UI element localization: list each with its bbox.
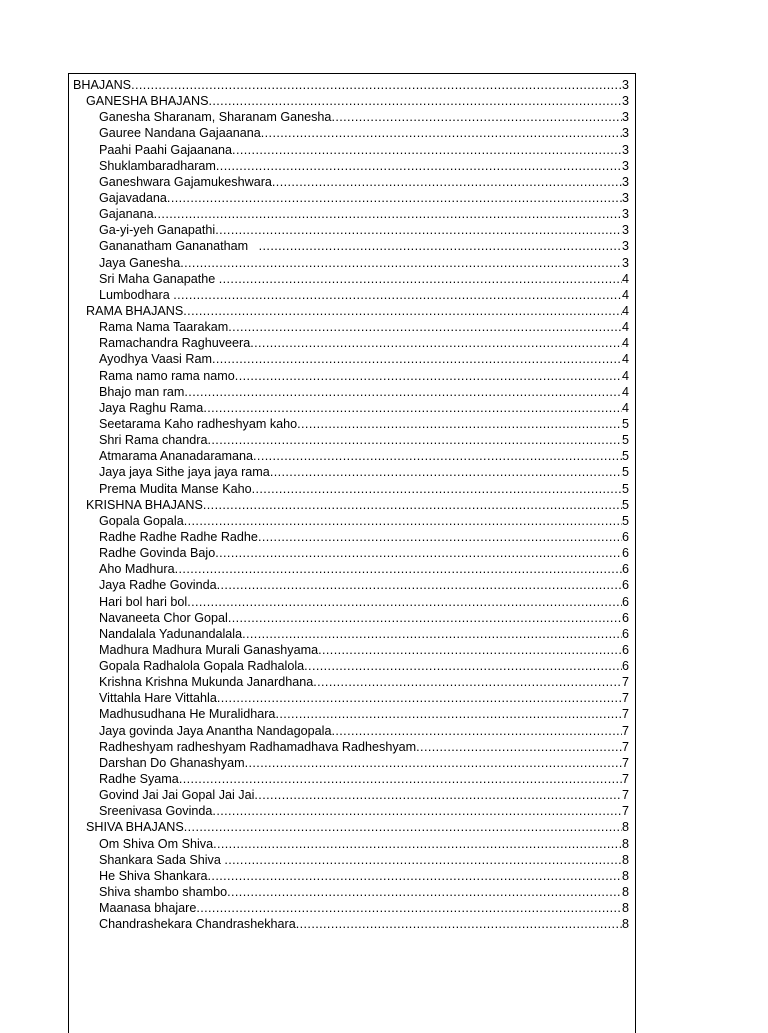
toc-entry-title: Jaya Ganesha [99,255,181,270]
toc-entry-title: Bhajo man ram [99,384,185,399]
toc-entry[interactable] [69,836,635,852]
toc-page-number: 8 [621,820,629,835]
toc-entry[interactable] [69,852,635,868]
toc-dot-leader [228,319,622,335]
toc-page-number: 4 [621,384,629,399]
toc-entry[interactable] [69,690,635,706]
toc-page-number: 6 [621,529,629,544]
toc-page-number: 8 [621,852,629,867]
toc-page-number: 7 [621,804,629,819]
toc-entry-title: Nandalala Yadunandalala [99,626,243,641]
toc-entry[interactable] [69,222,635,238]
toc-entry-title: Gopala Radhalola Gopala Radhalola [99,659,305,674]
toc-dot-leader [275,706,622,722]
toc-entry[interactable] [69,384,635,400]
toc-dot-leader [297,416,622,432]
toc-page-number: 8 [621,836,629,851]
toc-dot-leader [261,125,622,141]
toc-page-number: 5 [621,433,629,448]
toc-dot-leader [254,787,622,803]
toc-page-number: 7 [621,772,629,787]
toc-entry-title: KRISHNA BHAJANS [86,497,203,512]
toc-dot-leader [208,93,622,109]
toc-dot-leader [213,836,622,852]
toc-entry-title: Gajavadana [99,190,167,205]
toc-dot-leader [252,481,622,497]
toc-entry-title: Gopala Gopala [99,513,184,528]
toc-entry-title: Shiva shambo shambo [99,885,228,900]
toc-dot-leader [173,287,622,303]
toc-entry[interactable] [69,142,635,158]
toc-entry-title: Krishna Krishna Mukunda Janardhana [99,675,314,690]
toc-page-number: 4 [621,320,629,335]
toc-page-number: 7 [621,723,629,738]
toc-entry-title: BHAJANS [73,78,132,92]
toc-page-number: 4 [621,271,629,286]
toc-dot-leader [296,916,622,932]
toc-dot-leader [184,513,622,529]
toc-page-number: 3 [621,207,629,222]
toc-dot-leader [318,642,622,658]
toc-page-number: 3 [621,78,629,92]
toc-dot-leader [253,448,622,464]
toc-dot-leader [131,77,622,93]
toc-section-entry[interactable] [69,497,635,513]
toc-entry-title: Rama Nama Taarakam [99,320,229,335]
toc-page-number: 3 [621,142,629,157]
toc-entry-title: Gajanana [99,207,154,222]
toc-dot-leader [331,723,622,739]
toc-dot-leader [216,158,622,174]
toc-dot-leader [259,238,622,254]
toc-section-entry[interactable] [69,93,635,109]
toc-entry[interactable] [69,464,635,480]
toc-page-number: 8 [621,917,629,932]
toc-page-number: 5 [621,513,629,528]
toc-dot-leader [235,368,622,384]
toc-page-number: 7 [621,691,629,706]
toc-page-number: 5 [621,465,629,480]
toc-page-number: 7 [621,707,629,722]
toc-entry-title: Prema Mudita Manse Kaho [99,481,252,496]
table-of-contents [68,73,636,1033]
toc-entry[interactable] [69,577,635,593]
toc-entry[interactable] [69,626,635,642]
toc-entry-title: Jaya govinda Jaya Anantha Nandagopala [99,723,332,738]
toc-page-number: 4 [621,336,629,351]
toc-page-number: 7 [621,788,629,803]
toc-entry-title: Gauree Nandana Gajaanana [99,126,261,141]
toc-entry[interactable] [69,174,635,190]
toc-dot-leader [187,594,622,610]
toc-entry[interactable] [69,255,635,271]
toc-page-number: 6 [621,578,629,593]
toc-entry-title: Vittahla Hare Vittahla [99,691,217,706]
toc-list [69,77,635,932]
toc-entry-title: Radhe Radhe Radhe Radhe [99,529,258,544]
toc-entry[interactable] [69,319,635,335]
toc-entry-title: Rama namo rama namo [99,368,235,383]
toc-entry-title: GANESHA BHAJANS [86,94,209,109]
toc-dot-leader [196,900,622,916]
toc-entry[interactable] [69,351,635,367]
toc-page-number: 5 [621,416,629,431]
toc-entry[interactable] [69,916,635,932]
toc-page-number: 8 [621,901,629,916]
toc-page-number: 7 [621,739,629,754]
toc-dot-leader [313,674,622,690]
toc-entry-title: Radheshyam radheshyam Radhamadhava Radheshyam [99,739,417,754]
toc-entry[interactable] [69,900,635,916]
toc-page-number: 3 [621,94,629,109]
toc-entry[interactable] [69,561,635,577]
toc-entry-title: Shri Rama chandra [99,433,208,448]
toc-dot-leader [228,610,622,626]
toc-entry-title: Ayodhya Vaasi Ram [99,352,212,367]
toc-page-number: 6 [621,626,629,641]
toc-entry-title: Shankara Sada Shiva [99,852,225,867]
toc-entry-title: Navaneeta Chor Gopal [99,610,228,625]
toc-dot-leader [167,190,622,206]
toc-entry[interactable] [69,739,635,755]
toc-entry[interactable] [69,610,635,626]
toc-entry[interactable] [69,706,635,722]
toc-entry[interactable] [69,400,635,416]
toc-entry-title: Aho Madhura [99,562,175,577]
toc-page-number: 4 [621,368,629,383]
toc-entry[interactable] [69,545,635,561]
toc-entry-title: Om Shiva Om Shiva [99,836,214,851]
toc-entry[interactable] [69,658,635,674]
toc-entry-title: Atmarama Ananadaramana [99,449,254,464]
toc-page-number: 3 [621,174,629,189]
toc-entry-title: He Shiva Shankara [99,868,208,883]
toc-entry-title: Shuklambaradharam [99,158,216,173]
toc-dot-leader [154,206,622,222]
toc-entry-title: Sri Maha Ganapathe [99,271,219,286]
toc-entry[interactable] [69,642,635,658]
toc-entry[interactable] [69,884,635,900]
toc-entry-title: SHIVA BHAJANS [86,820,184,835]
toc-page-number: 5 [621,481,629,496]
toc-entry[interactable] [69,287,635,303]
toc-dot-leader [258,529,622,545]
toc-entry-title: Radhe Syama [99,772,179,787]
toc-entry-title: Jaya jaya Sithe jaya jaya rama [99,465,270,480]
toc-dot-leader [180,255,622,271]
toc-dot-leader [217,577,622,593]
toc-page-number: 6 [621,562,629,577]
toc-entry-title: Chandrashekara Chandrashekhara [99,917,296,932]
toc-section-entry[interactable] [69,819,635,835]
toc-entry[interactable] [69,771,635,787]
toc-entry[interactable] [69,432,635,448]
toc-dot-leader [184,384,622,400]
toc-page-number: 3 [621,110,629,125]
toc-entry[interactable] [69,190,635,206]
toc-dot-leader [242,626,622,642]
toc-dot-leader [203,400,622,416]
toc-dot-leader [232,142,622,158]
toc-dot-leader [184,819,622,835]
toc-dot-leader [183,303,622,319]
toc-entry-title: Jaya Radhe Govinda [99,578,217,593]
toc-entry-title: Ganeshwara Gajamukeshwara [99,174,272,189]
toc-entry[interactable] [69,803,635,819]
toc-entry[interactable] [69,368,635,384]
toc-entry[interactable] [69,238,635,254]
toc-entry-title: Hari bol hari bol [99,594,188,609]
toc-dot-leader [179,771,622,787]
toc-entry-title: Madhusudhana He Muralidhara [99,707,276,722]
toc-entry-title: Maanasa bhajare [99,901,197,916]
toc-dot-leader [175,561,622,577]
toc-dot-leader [270,464,622,480]
toc-page-number: 6 [621,642,629,657]
toc-page-number: 7 [621,675,629,690]
toc-entry-title: Govind Jai Jai Gopal Jai Jai [99,788,255,803]
toc-entry[interactable] [69,125,635,141]
toc-entry[interactable] [69,109,635,125]
toc-dot-leader [219,271,622,287]
toc-dot-leader [245,755,622,771]
toc-dot-leader [203,497,622,513]
toc-entry[interactable] [69,271,635,287]
toc-dot-leader [224,852,622,868]
toc-entry-title: Ga-yi-yeh Ganapathi [99,223,216,238]
toc-entry-title: Ganesha Sharanam, Sharanam Ganesha [99,110,332,125]
toc-dot-leader [215,545,622,561]
toc-page-number: 4 [621,303,629,318]
toc-page-number: 3 [621,255,629,270]
toc-page-number: 6 [621,546,629,561]
toc-page-number: 3 [621,126,629,141]
toc-dot-leader [208,432,622,448]
toc-top-entry[interactable] [69,77,635,93]
toc-entry-title: Sreenivasa Govinda [99,804,213,819]
toc-page-number: 4 [621,400,629,415]
toc-page-number: 3 [621,158,629,173]
toc-page-number: 7 [621,755,629,770]
toc-entry-title: Seetarama Kaho radheshyam kaho [99,416,298,431]
toc-page-number: 3 [621,223,629,238]
toc-entry[interactable] [69,868,635,884]
toc-entry[interactable] [69,529,635,545]
toc-entry[interactable] [69,206,635,222]
toc-entry-title: Madhura Madhura Murali Ganashyama [99,642,319,657]
toc-page-number: 3 [621,190,629,205]
toc-page-number: 5 [621,449,629,464]
toc-entry[interactable] [69,448,635,464]
toc-entry[interactable] [69,158,635,174]
toc-entry[interactable] [69,674,635,690]
toc-dot-leader [208,868,622,884]
toc-entry[interactable] [69,755,635,771]
toc-entry[interactable] [69,787,635,803]
toc-dot-leader [331,109,622,125]
toc-dot-leader [212,351,622,367]
toc-entry[interactable] [69,335,635,351]
toc-dot-leader [227,884,622,900]
toc-section-entry[interactable] [69,303,635,319]
toc-dot-leader [272,174,622,190]
toc-entry-title: Darshan Do Ghanashyam [99,755,245,770]
toc-entry-title: Jaya Raghu Rama [99,400,204,415]
toc-page-number: 6 [621,610,629,625]
toc-dot-leader [215,222,622,238]
toc-entry[interactable] [69,723,635,739]
toc-page-number: 8 [621,885,629,900]
toc-dot-leader [212,803,622,819]
toc-entry[interactable] [69,594,635,610]
toc-entry-title: Paahi Paahi Gajaanana [99,142,233,157]
toc-entry-title: Radhe Govinda Bajo [99,546,216,561]
toc-entry-title: Gananatham Gananatham [99,239,259,254]
toc-page-number: 6 [621,659,629,674]
toc-entry-title: Lumbodhara [99,287,174,302]
toc-entry[interactable] [69,481,635,497]
toc-entry[interactable] [69,513,635,529]
toc-page-number: 6 [621,594,629,609]
toc-entry-title: RAMA BHAJANS [86,303,184,318]
toc-dot-leader [217,690,622,706]
toc-dot-leader [304,658,622,674]
toc-entry[interactable] [69,416,635,432]
toc-page-number: 8 [621,868,629,883]
toc-entry-title: Ramachandra Raghuveera [99,336,251,351]
toc-page-number: 4 [621,287,629,302]
toc-dot-leader [250,335,622,351]
toc-page-number: 3 [621,239,629,254]
toc-dot-leader [416,739,622,755]
toc-page-number: 5 [621,497,629,512]
toc-page-number: 4 [621,352,629,367]
